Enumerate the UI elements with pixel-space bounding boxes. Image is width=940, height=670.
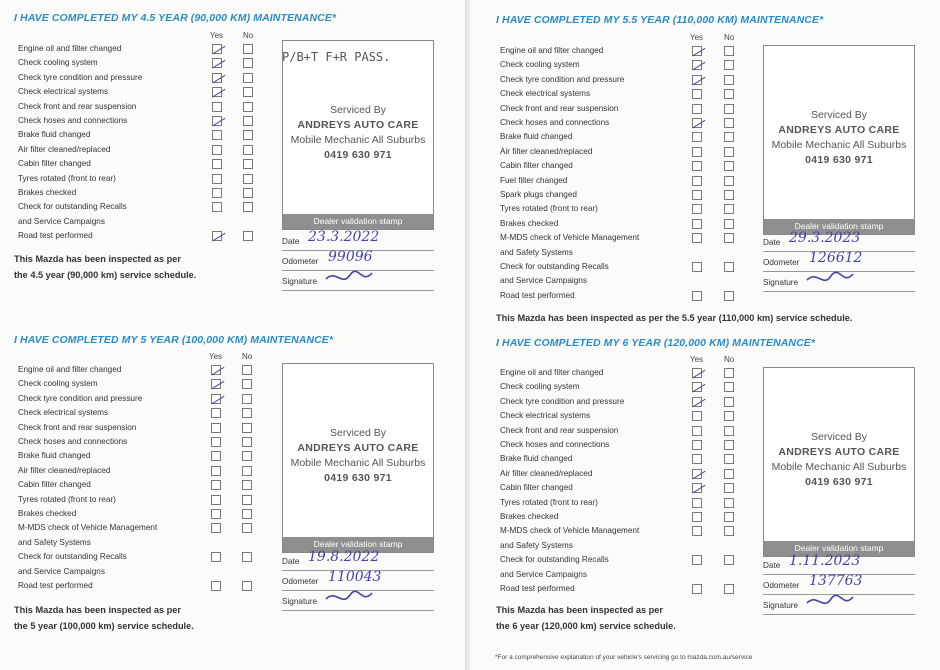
no-checkbox[interactable]	[724, 469, 734, 479]
yes-checkbox[interactable]	[212, 231, 222, 241]
footnote: *For a comprehensive explanation of your vehicle's servicing go to mazda.com.au/service	[495, 654, 753, 661]
yes-checkbox[interactable]	[212, 159, 222, 169]
no-checkbox[interactable]	[724, 526, 734, 536]
yes-checkbox[interactable]	[692, 75, 702, 85]
no-column-header: No	[724, 355, 735, 364]
service-stamp	[764, 108, 914, 168]
no-checkbox[interactable]	[724, 233, 734, 243]
stamp-line: Serviced By	[329, 104, 387, 116]
section-title: I HAVE COMPLETED MY 6 YEAR (120,000 KM) MAINTENANCE*	[496, 337, 816, 349]
yes-checkbox[interactable]	[692, 104, 702, 114]
no-checkbox[interactable]	[243, 44, 253, 54]
checklist-item-label: Engine oil and filter changed	[18, 44, 122, 53]
yes-checkbox[interactable]	[692, 233, 702, 243]
yes-checkbox[interactable]	[212, 130, 222, 140]
no-checkbox[interactable]	[724, 75, 734, 85]
yes-checkbox[interactable]	[211, 523, 221, 533]
signature-scribble	[322, 587, 382, 611]
checklist-item-label-continued: and Service Campaigns	[500, 569, 587, 579]
checklist-item-label: Engine oil and filter changed	[500, 46, 604, 55]
stamp-phone: 0419 630 971	[324, 472, 392, 484]
dealer-validation-label: Dealer validation stamp	[764, 219, 914, 234]
no-checkbox[interactable]	[243, 188, 253, 198]
date-value: 19.8.2022	[308, 549, 380, 565]
no-checkbox[interactable]	[724, 262, 734, 272]
no-checkbox[interactable]	[242, 451, 252, 461]
yes-checkbox[interactable]	[692, 147, 702, 157]
yes-checkbox[interactable]	[692, 483, 702, 493]
checklist-item-label: Check front and rear suspension	[18, 422, 137, 432]
checklist-item-label: Brakes checked	[18, 188, 77, 197]
yes-column-header: Yes	[690, 33, 704, 42]
date-field-label: Date	[763, 561, 781, 570]
checklist-item-label: Check tyre condition and pressure	[18, 393, 143, 403]
checklist-item-label: Road test performed	[500, 584, 575, 593]
no-checkbox[interactable]	[724, 397, 734, 407]
schedule-summary-line: This Mazda has been inspected as per	[14, 605, 181, 615]
no-checkbox[interactable]	[242, 466, 252, 476]
yes-checkbox[interactable]	[212, 116, 222, 126]
checklist-item-label: Brakes checked	[18, 509, 77, 518]
schedule-summary-line: the 4.5 year (90,000 km) service schedule.	[14, 270, 197, 280]
yes-checkbox[interactable]	[211, 394, 221, 404]
yes-checkbox[interactable]	[212, 73, 222, 83]
odometer-value: 126612	[809, 250, 863, 266]
odometer-value: 110043	[328, 569, 382, 585]
no-checkbox[interactable]	[724, 440, 734, 450]
checklist-item-label: Brake fluid changed	[18, 451, 91, 461]
stamp-line: Serviced By	[810, 431, 868, 443]
dealer-stamp-box	[763, 367, 915, 557]
section-title: I HAVE COMPLETED MY 4.5 YEAR (90,000 KM) MAINTENANCE*	[14, 12, 337, 24]
no-checkbox[interactable]	[724, 483, 734, 493]
no-checkbox[interactable]	[724, 147, 734, 157]
checklist-item-label: Engine oil and filter changed	[18, 365, 122, 374]
stamp-line: Mobile Mechanic All Suburbs	[290, 457, 426, 469]
checklist-item-label: Air filter cleaned/replaced	[500, 146, 593, 156]
checklist-item-label: Road test performed	[500, 290, 575, 300]
checklist-item-label: Check electrical systems	[18, 408, 109, 418]
no-checkbox[interactable]	[724, 118, 734, 128]
no-checkbox[interactable]	[724, 512, 734, 522]
checklist-item-label: Check cooling system	[500, 382, 580, 392]
no-checkbox[interactable]	[724, 368, 734, 378]
yes-checkbox[interactable]	[692, 176, 702, 186]
date-value: 23.3.2022	[308, 229, 380, 245]
yes-checkbox[interactable]	[211, 495, 221, 505]
checklist-item-label: Check for outstanding Recalls	[500, 262, 609, 271]
yes-checkbox[interactable]	[211, 437, 221, 447]
checklist-item-label: Check hoses and connections	[500, 118, 610, 127]
checklist-item-label: Engine oil and filter changed	[500, 368, 604, 377]
schedule-summary-line: This Mazda has been inspected as per the 5.5 year (110,000 km) service schedule.	[496, 313, 853, 323]
dealer-stamp-box	[763, 45, 915, 235]
stamp-line: Mobile Mechanic All Suburbs	[771, 139, 907, 151]
checklist-item-label: Check hoses and connections	[18, 116, 128, 125]
signature-scribble	[803, 268, 863, 292]
yes-checkbox[interactable]	[692, 440, 702, 450]
no-checkbox[interactable]	[724, 411, 734, 421]
yes-checkbox[interactable]	[211, 552, 221, 562]
signature-field-label: Signature	[282, 277, 318, 286]
checklist-item-label: Check electrical systems	[500, 89, 591, 99]
odometer-field-label: Odometer	[763, 258, 800, 267]
signature-field-label: Signature	[763, 601, 799, 610]
checklist-item-label-continued: and Service Campaigns	[500, 276, 587, 286]
checklist-item-label: Air filter cleaned/replaced	[18, 144, 111, 154]
stamp-company: ANDREYS AUTO CARE	[778, 446, 900, 458]
no-checkbox[interactable]	[243, 116, 253, 126]
no-column-header: No	[243, 31, 254, 40]
no-checkbox[interactable]	[724, 498, 734, 508]
checklist-item-label: Check cooling system	[500, 60, 580, 70]
no-checkbox[interactable]	[724, 454, 734, 464]
no-checkbox[interactable]	[724, 190, 734, 200]
checklist-item-label: Brakes checked	[500, 512, 559, 521]
no-checkbox[interactable]	[242, 437, 252, 447]
checklist-item-label: Check cooling system	[18, 379, 98, 389]
yes-checkbox[interactable]	[211, 365, 221, 375]
stamp-company: ANDREYS AUTO CARE	[778, 124, 900, 136]
no-checkbox[interactable]	[243, 202, 253, 212]
yes-checkbox[interactable]	[692, 161, 702, 171]
checklist-item-label-continued: and Service Campaigns	[18, 566, 105, 576]
yes-checkbox[interactable]	[211, 451, 221, 461]
schedule-summary-line: the 5 year (100,000 km) service schedule.	[14, 621, 194, 631]
no-checkbox[interactable]	[724, 382, 734, 392]
stamp-line: Serviced By	[329, 427, 387, 439]
section-title: I HAVE COMPLETED MY 5 YEAR (100,000 KM) MAINTENANCE*	[14, 334, 334, 346]
no-checkbox[interactable]	[724, 584, 734, 594]
service-stamp	[283, 426, 433, 486]
no-checkbox[interactable]	[724, 291, 734, 301]
date-field-label: Date	[282, 557, 300, 566]
checklist-item-label: Check tyre condition and pressure	[500, 74, 625, 84]
yes-checkbox[interactable]	[211, 581, 221, 591]
no-checkbox[interactable]	[724, 60, 734, 70]
schedule-summary-line: the 6 year (120,000 km) service schedule.	[496, 621, 676, 631]
yes-checkbox[interactable]	[211, 423, 221, 433]
no-checkbox[interactable]	[242, 379, 252, 389]
service-stamp	[764, 430, 914, 490]
odometer-field-label: Odometer	[282, 577, 319, 586]
yes-checkbox[interactable]	[212, 58, 222, 68]
yes-checkbox[interactable]	[692, 584, 702, 594]
no-checkbox[interactable]	[724, 204, 734, 214]
yes-checkbox[interactable]	[692, 426, 702, 436]
date-field-label: Date	[763, 238, 781, 247]
no-checkbox[interactable]	[724, 46, 734, 56]
checklist-item-label: Check for outstanding Recalls	[18, 202, 127, 212]
checklist-item-label: Check tyre condition and pressure	[18, 72, 143, 82]
no-checkbox[interactable]	[724, 219, 734, 229]
stamp-line: Mobile Mechanic All Suburbs	[771, 461, 907, 473]
stamp-phone: 0419 630 971	[805, 154, 873, 166]
odometer-value: 137763	[809, 573, 863, 589]
dealer-validation-label: Dealer validation stamp	[283, 214, 433, 229]
checklist-item-label: Check electrical systems	[500, 411, 591, 421]
no-checkbox[interactable]	[724, 89, 734, 99]
checklist-item-label: Check hoses and connections	[500, 440, 610, 449]
checklist-item-label: Check hoses and connections	[18, 437, 128, 446]
no-checkbox[interactable]	[242, 552, 252, 562]
yes-checkbox[interactable]	[692, 262, 702, 272]
checklist-item-label: Check cooling system	[18, 58, 98, 68]
no-checkbox[interactable]	[242, 365, 252, 375]
dealer-stamp-box	[282, 40, 434, 230]
checklist-item-label: Check front and rear suspension	[18, 101, 137, 111]
checklist-item-label-continued: and Service Campaigns	[18, 216, 105, 226]
yes-checkbox[interactable]	[692, 190, 702, 200]
no-checkbox[interactable]	[724, 161, 734, 171]
yes-column-header: Yes	[690, 355, 704, 364]
no-checkbox[interactable]	[242, 523, 252, 533]
stamp-phone: 0419 630 971	[805, 476, 873, 488]
checklist-item-label: Tyres rotated (front to rear)	[500, 204, 598, 214]
yes-column-header: Yes	[210, 31, 224, 40]
yes-checkbox[interactable]	[692, 132, 702, 142]
no-checkbox[interactable]	[243, 73, 253, 83]
no-checkbox[interactable]	[242, 480, 252, 490]
no-checkbox[interactable]	[242, 581, 252, 591]
signature-scribble	[803, 591, 863, 615]
checklist-item-label: Brake fluid changed	[500, 454, 573, 464]
no-checkbox[interactable]	[242, 495, 252, 505]
yes-checkbox[interactable]	[211, 379, 221, 389]
checklist-item-label: Road test performed	[18, 231, 93, 241]
dealer-validation-label: Dealer validation stamp	[283, 537, 433, 552]
yes-checkbox[interactable]	[212, 174, 222, 184]
yes-checkbox[interactable]	[692, 555, 702, 565]
yes-checkbox[interactable]	[692, 291, 702, 301]
checklist-item-label: Brake fluid changed	[500, 132, 573, 142]
checklist-item-label: Tyres rotated (front to rear)	[18, 173, 116, 183]
yes-checkbox[interactable]	[692, 469, 702, 479]
signature-scribble	[322, 267, 382, 291]
yes-checkbox[interactable]	[212, 202, 222, 212]
yes-checkbox[interactable]	[692, 382, 702, 392]
no-checkbox[interactable]	[242, 408, 252, 418]
yes-checkbox[interactable]	[692, 512, 702, 522]
checklist-item-label: M-MDS check of Vehicle Management	[18, 523, 158, 533]
yes-checkbox[interactable]	[692, 397, 702, 407]
yes-checkbox[interactable]	[692, 498, 702, 508]
signature-field-label: Signature	[763, 278, 799, 287]
no-checkbox[interactable]	[724, 555, 734, 565]
no-checkbox[interactable]	[243, 58, 253, 68]
stamp-company: ANDREYS AUTO CARE	[297, 442, 419, 454]
checklist-item-label: Check front and rear suspension	[500, 103, 619, 113]
yes-checkbox[interactable]	[692, 89, 702, 99]
checklist-item-label: Check for outstanding Recalls	[18, 552, 127, 562]
no-checkbox[interactable]	[243, 145, 253, 155]
yes-checkbox[interactable]	[212, 188, 222, 198]
dealer-stamp-box	[282, 363, 434, 553]
yes-column-header: Yes	[209, 352, 223, 361]
schedule-summary-line: This Mazda has been inspected as per	[14, 254, 181, 264]
stamp-phone: 0419 630 971	[324, 149, 392, 161]
no-checkbox[interactable]	[724, 104, 734, 114]
checklist-item-label: Tyres rotated (front to rear)	[18, 494, 116, 504]
no-column-header: No	[242, 352, 253, 361]
yes-checkbox[interactable]	[692, 454, 702, 464]
checklist-item-label: M-MDS check of Vehicle Management	[500, 233, 640, 243]
yes-checkbox[interactable]	[692, 46, 702, 56]
no-checkbox[interactable]	[243, 231, 253, 241]
date-field-label: Date	[282, 237, 300, 246]
no-checkbox[interactable]	[724, 132, 734, 142]
yes-checkbox[interactable]	[212, 145, 222, 155]
checklist-item-label: Cabin filter changed	[500, 483, 573, 493]
handwritten-note: P/B+T F+R PASS.	[282, 50, 391, 64]
date-value: 29.3.2023	[789, 230, 861, 246]
signature-field-label: Signature	[282, 597, 318, 606]
checklist-item-label: Cabin filter changed	[18, 159, 91, 169]
yes-checkbox[interactable]	[692, 60, 702, 70]
checklist-item-label: Brakes checked	[500, 218, 559, 228]
checklist-item-label: Brake fluid changed	[18, 130, 91, 140]
odometer-value: 99096	[328, 249, 373, 265]
odometer-field-label: Odometer	[763, 581, 800, 590]
dealer-validation-label: Dealer validation stamp	[764, 541, 914, 556]
yes-checkbox[interactable]	[692, 118, 702, 128]
checklist-item-label: Tyres rotated (front to rear)	[500, 497, 598, 507]
no-checkbox[interactable]	[724, 176, 734, 186]
yes-checkbox[interactable]	[211, 408, 221, 418]
yes-checkbox[interactable]	[212, 102, 222, 112]
checklist-item-label: Cabin filter changed	[18, 480, 91, 490]
checklist-item-label-continued: and Safety Systems	[500, 540, 573, 550]
checklist-item-label: Check for outstanding Recalls	[500, 555, 609, 565]
checklist-item-label: Cabin filter changed	[500, 161, 573, 171]
checklist-item-label: Spark plugs changed	[500, 190, 577, 199]
yes-checkbox[interactable]	[692, 411, 702, 421]
no-checkbox[interactable]	[243, 174, 253, 184]
checklist-item-label-continued: and Safety Systems	[18, 537, 91, 547]
checklist-item-label: Fuel filter changed	[500, 175, 568, 185]
stamp-line: Serviced By	[810, 109, 868, 121]
no-checkbox[interactable]	[243, 130, 253, 140]
checklist-item-label: Air filter cleaned/replaced	[500, 468, 593, 478]
checklist-item-label: Check front and rear suspension	[500, 425, 619, 435]
no-checkbox[interactable]	[242, 394, 252, 404]
stamp-line: Mobile Mechanic All Suburbs	[290, 134, 426, 146]
yes-checkbox[interactable]	[692, 368, 702, 378]
odometer-field-label: Odometer	[282, 257, 319, 266]
yes-checkbox[interactable]	[692, 526, 702, 536]
checklist-item-label: Air filter cleaned/replaced	[18, 465, 111, 475]
yes-checkbox[interactable]	[212, 44, 222, 54]
checklist-item-label: Check electrical systems	[18, 87, 109, 97]
no-checkbox[interactable]	[242, 509, 252, 519]
yes-checkbox[interactable]	[211, 466, 221, 476]
checklist-item-label: Road test performed	[18, 581, 93, 590]
yes-checkbox[interactable]	[211, 480, 221, 490]
no-checkbox[interactable]	[724, 426, 734, 436]
schedule-summary-line: This Mazda has been inspected as per	[496, 605, 663, 615]
no-column-header: No	[724, 33, 735, 42]
date-value: 1.11.2023	[789, 553, 861, 569]
checklist-item-label: Check tyre condition and pressure	[500, 396, 625, 406]
service-stamp	[283, 103, 433, 163]
no-checkbox[interactable]	[243, 159, 253, 169]
yes-checkbox[interactable]	[692, 219, 702, 229]
yes-checkbox[interactable]	[692, 204, 702, 214]
checklist-item-label: M-MDS check of Vehicle Management	[500, 526, 640, 536]
no-checkbox[interactable]	[243, 87, 253, 97]
yes-checkbox[interactable]	[212, 87, 222, 97]
yes-checkbox[interactable]	[211, 509, 221, 519]
section-title: I HAVE COMPLETED MY 5.5 YEAR (110,000 KM) MAINTENANCE*	[496, 14, 824, 26]
no-checkbox[interactable]	[242, 423, 252, 433]
checklist-item-label-continued: and Safety Systems	[500, 247, 573, 257]
no-checkbox[interactable]	[243, 102, 253, 112]
stamp-company: ANDREYS AUTO CARE	[297, 119, 419, 131]
